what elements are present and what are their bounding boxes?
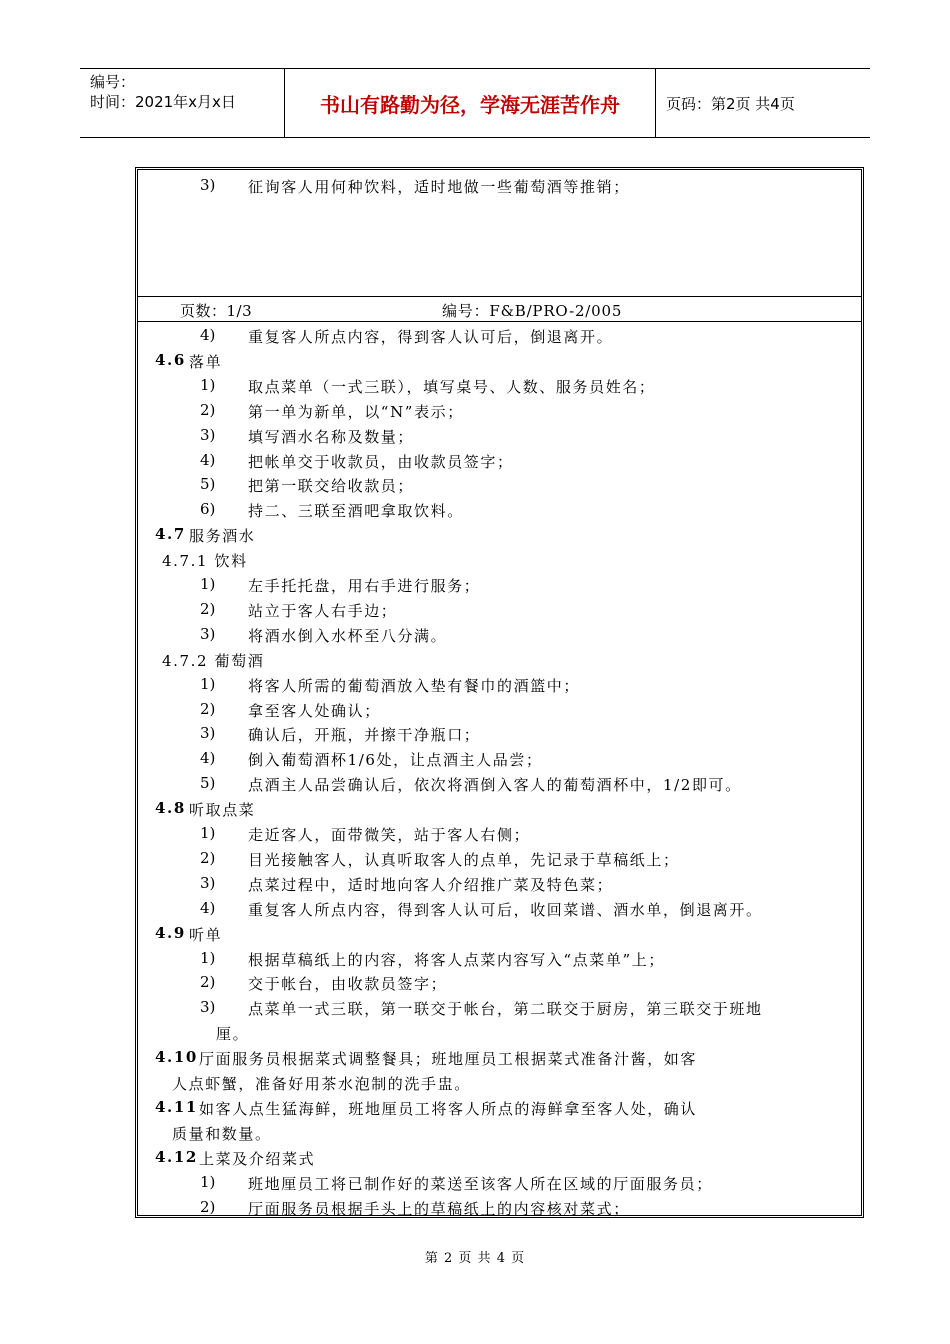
item-number: 5) (200, 475, 216, 494)
section-heading: 如客人点生猛海鲜，班地厘员工将客人所点的海鲜拿至客人处，确认 (199, 1099, 698, 1118)
section-heading: 服务酒水 (189, 527, 256, 546)
section-number: 4.9 (155, 923, 186, 942)
item-number: 2) (200, 973, 216, 992)
item-number: 1) (200, 948, 216, 967)
item-number: 2) (200, 1197, 216, 1216)
subsection-heading: 4.7.1 饮料 (162, 552, 248, 571)
item-number: 1) (200, 824, 216, 842)
item-number: 2) (200, 699, 216, 718)
item-text: 将客人所需的葡萄酒放入垫有餐巾的酒篮中； (248, 676, 581, 695)
section-number: 4.6 (155, 350, 186, 369)
doc-code: 编号：F&B/PRO-2/005 (442, 302, 623, 320)
item-text: 把帐单交于收款员，由收款员签字； (248, 452, 514, 471)
item-text: 确认后，开瓶，并擦干净瓶口； (248, 726, 481, 745)
page-info: 页码：第2页 共4页 (666, 94, 795, 113)
item-text: 点酒主人品尝确认后，依次将酒倒入客人的葡萄酒杯中，1/2即可。 (248, 776, 742, 795)
section-number: 4.12 (155, 1147, 198, 1166)
item-number: 1) (200, 1172, 216, 1191)
item-number: 2) (200, 400, 216, 419)
item-number: 1) (200, 575, 216, 593)
subsection-heading: 4.7.2 葡萄酒 (162, 651, 265, 670)
item-text: 厅面服务员根据手头上的草稿纸上的内容核对菜式； (248, 1199, 630, 1218)
header-meta-cell (80, 69, 285, 137)
item-text: 交于帐台，由收款员签字； (248, 975, 448, 994)
item-number: 3) (200, 724, 216, 743)
item-number: 1) (200, 674, 216, 693)
item-text: 目光接触客人，认真听取客人的点单，先记录于草稿纸上； (248, 850, 680, 869)
item-text: 根据草稿纸上的内容，将客人点菜内容写入“点菜单”上； (248, 950, 665, 969)
item-number: 4) (200, 898, 216, 917)
section-heading: 听取点菜 (189, 801, 256, 820)
section-number: 4.7 (155, 525, 186, 544)
item-text-continued: 厘。 (216, 1025, 250, 1044)
item-number: 4) (200, 450, 216, 469)
item-text: 走近客人，面带微笑，站于客人右侧； (248, 826, 531, 844)
section-number: 4.10 (155, 1048, 198, 1067)
item-number: 3) (200, 873, 216, 892)
section-text-continued: 人点虾蟹，准备好用茶水泡制的洗手盅。 (172, 1075, 471, 1093)
divider (138, 321, 861, 322)
section-number: 4.11 (155, 1097, 198, 1116)
item-text: 将酒水倒入水杯至八分满。 (248, 626, 448, 645)
item-text: 取点菜单（一式三联），填写桌号、人数、服务员姓名； (248, 377, 656, 396)
item-text: 点菜单一式三联，第一联交于帐台，第二联交于厨房，第三联交于班地 (248, 1000, 763, 1019)
section-text-continued: 质量和数量。 (172, 1124, 272, 1143)
code-label: 编号： (90, 73, 136, 91)
time-label: 时间：2021年x月x日 (90, 93, 236, 111)
item-text: 点菜过程中，适时地向客人介绍推广菜及特色菜； (248, 875, 614, 894)
page-header (80, 68, 870, 138)
item-text: 左手托托盘，用右手进行服务； (248, 577, 481, 595)
item-text: 把第一联交给收款员； (248, 477, 415, 496)
item-number: 2) (200, 599, 216, 618)
item-text: 重复客人所点内容，得到客人认可后，收回菜谱、酒水单，倒退离开。 (248, 900, 763, 919)
item-number: 2) (200, 848, 216, 867)
section-number: 4.8 (155, 799, 186, 818)
section-heading: 上菜及介绍菜式 (199, 1149, 316, 1168)
item-number: 4) (200, 749, 216, 768)
page-count: 页数：1/3 (180, 302, 253, 320)
item-number: 4) (200, 326, 216, 344)
item-text: 拿至客人处确认； (248, 701, 381, 720)
item-number: 3) (200, 425, 216, 444)
section-heading: 厅面服务员根据菜式调整餐具；班地厘员工根据菜式准备汁酱，如客 (199, 1050, 698, 1069)
item-text: 征询客人用何种饮料，适时地做一些葡萄酒等推销； (248, 178, 630, 196)
section-heading: 落单 (189, 352, 223, 371)
item-text: 班地厘员工将已制作好的菜送至该客人所在区域的厅面服务员； (248, 1174, 713, 1193)
item-number: 6) (200, 500, 216, 519)
motto: 书山有路勤为径，学海无涯苦作舟 (285, 69, 656, 137)
divider (138, 296, 861, 297)
item-text: 持二、三联至酒吧拿取饮料。 (248, 502, 464, 521)
item-text: 填写酒水名称及数量； (248, 427, 415, 446)
page-footer: 第 2 页 共 4 页 (424, 1251, 526, 1266)
section-heading: 听单 (189, 925, 223, 944)
item-number: 3) (200, 624, 216, 643)
item-number: 3) (200, 998, 216, 1017)
item-text: 站立于客人右手边； (248, 601, 398, 620)
item-text: 重复客人所点内容，得到客人认可后，倒退离开。 (248, 328, 614, 346)
item-text: 倒入葡萄酒杯1/6处，让点酒主人品尝； (248, 751, 543, 770)
item-text: 第一单为新单，以“N”表示； (248, 402, 464, 421)
item-number: 5) (200, 774, 216, 793)
item-number: 3) (200, 176, 216, 194)
content-frame (135, 167, 864, 1218)
item-number: 1) (200, 375, 216, 394)
